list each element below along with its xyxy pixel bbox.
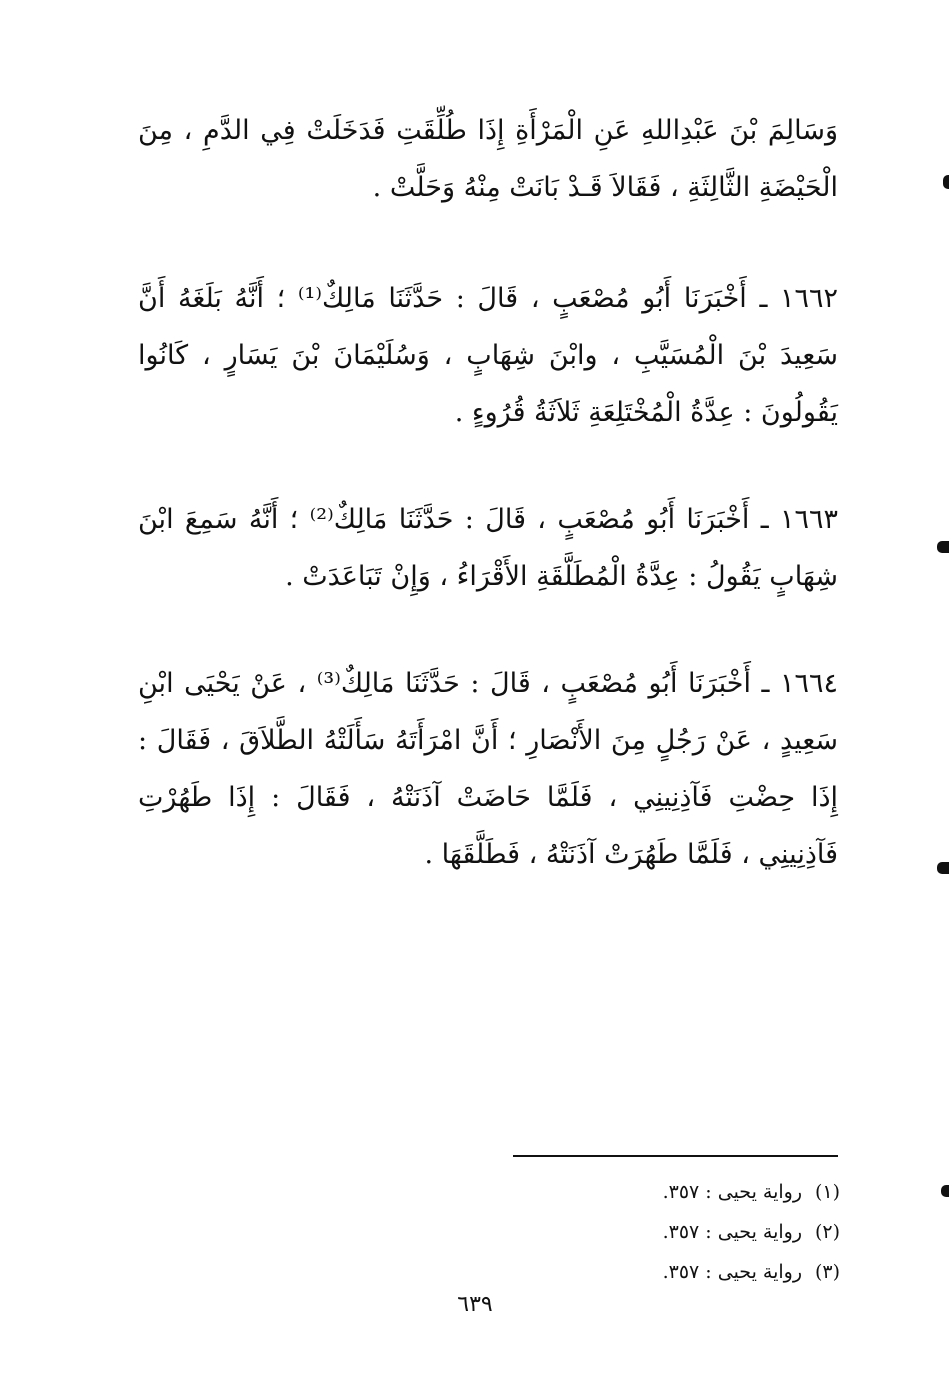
scan-edge-mark	[937, 541, 949, 553]
footnote-divider	[513, 1155, 838, 1157]
paragraph-hadith-1664: ١٦٦٤ ـ أَخْبَرَنَا أَبُو مُصْعَبٍ ، قَالَ : حَدَّثَنَا مَالِكٌ⁽³⁾ ، عَنْ يَحْيَى ابْنِ سَعِيدٍ ، عَنْ رَجُلٍ مِنَ الأَنْصَارِ ؛ أَنَّ امْرَأَتَهُ سَأَلَتْهُ الطَّلاَقَ ، فَقَالَ : إِذَا حِضْتِ فَآذِنِينِي ، فَلَمَّا حَاضَتْ آذَنَتْهُ ، فَقَالَ : إِذَا طَهُرْتِ فَآذِنِينِي ، فَلَمَّا طَهُرَتْ آذَنَتْهُ ، فَطَلَّقَهَا .	[138, 668, 838, 870]
footnote-number: (١)	[814, 1181, 840, 1203]
footnotes	[540, 1172, 840, 1292]
footnote-number: (٢)	[814, 1221, 840, 1243]
page-number: ٦٣٩	[457, 1292, 493, 1317]
scan-edge-mark	[943, 175, 949, 189]
scan-edge-mark	[937, 862, 949, 874]
footnote-3	[540, 1252, 840, 1292]
footnote-number: (٣)	[814, 1261, 840, 1283]
footnote-2	[540, 1212, 840, 1252]
footnote-text: رواية يحيى : ٣٥٧.	[662, 1181, 802, 1203]
footnote-text: رواية يحيى : ٣٥٧.	[662, 1261, 802, 1283]
paragraph-hadith-1662: ١٦٦٢ ـ أَخْبَرَنَا أَبُو مُصْعَبٍ ، قَالَ : حَدَّثَنَا مَالِكٌ⁽¹⁾ ؛ أَنَّهُ بَلَغَهُ أَنَّ سَعِيدَ بْنَ الْمُسَيَّبِ ، وابْنَ شِهَابٍ ، وَسُلَيْمَانَ بْنَ يَسَارٍ ، كَانُوا يَقُولُونَ : عِدَّةُ الْمُخْتَلِعَةِ ثَلاَثَةُ قُرُوءٍ .	[138, 283, 839, 428]
scan-edge-mark	[941, 1185, 949, 1197]
footnote-1	[540, 1172, 840, 1212]
footnote-text: رواية يحيى : ٣٥٧.	[662, 1221, 802, 1243]
paragraph-continuation: وَسَالِمَ بْنَ عَبْدِاللهِ عَنِ الْمَرْأَةِ إِذَا طُلِّقَتِ فَدَخَلَتْ فِي الدَّمِ ، مِنَ الْحَيْضَةِ الثَّالِثَةِ ، فَقَالاَ قَـدْ بَانَتْ مِنْهُ وَحَلَّتْ .	[138, 115, 838, 203]
paragraph-hadith-1663: ١٦٦٣ ـ أَخْبَرَنَا أَبُو مُصْعَبٍ ، قَالَ : حَدَّثَنَا مَالِكٌ⁽²⁾ ؛ أَنَّهُ سَمِعَ ابْنَ شِهَابٍ يَقُولُ : عِدَّةُ الْمُطَلَّقَةِ الأَقْرَاءُ ، وَإِنْ تَبَاعَدَتْ .	[138, 504, 838, 592]
